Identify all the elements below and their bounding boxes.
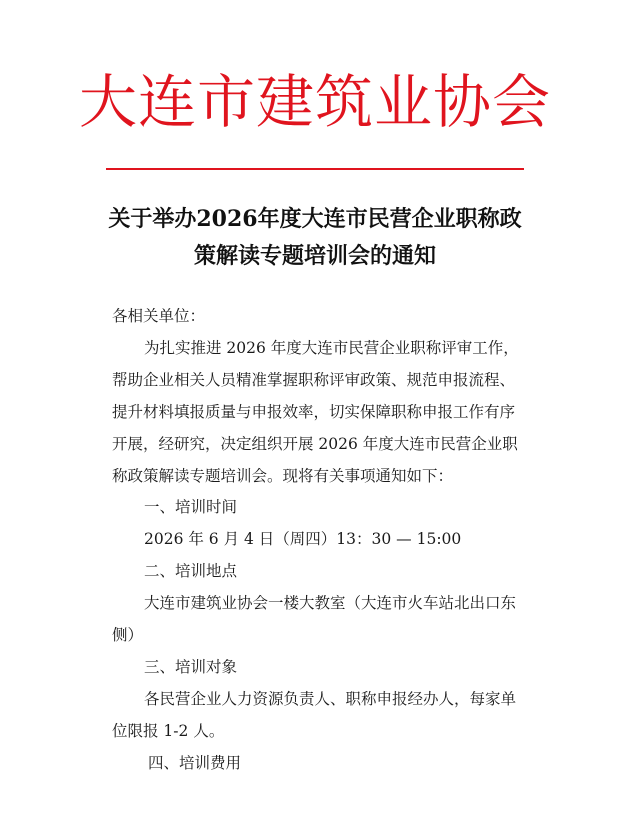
audience-line: 位限报 1-2 人。	[112, 722, 225, 740]
header-divider	[106, 168, 524, 170]
section-heading-fee: 四、培训费用	[148, 754, 242, 772]
location-line: 大连市建筑业协会一楼大教室（大连市火车站北出口东	[144, 594, 517, 612]
training-time-text: 2026 年 6 月 4 日（周四）13：30 — 15:00	[144, 530, 462, 548]
notice-title-line-1: 关于举办2026年度大连市民营企业职称政	[108, 206, 522, 232]
intro-line: 称政策解读专题培训会。现将有关事项通知如下：	[112, 467, 454, 485]
intro-line: 帮助企业相关人员精准掌握职称评审政策、规范申报流程、	[112, 371, 516, 389]
org-header-title: 大连市建筑业协会	[78, 68, 551, 136]
salutation: 各相关单位：	[112, 307, 206, 325]
section-heading-time: 一、培训时间	[144, 498, 238, 516]
audience-line: 各民营企业人力资源负责人、职称申报经办人，每家单	[144, 690, 517, 708]
section-heading-location: 二、培训地点	[144, 562, 238, 580]
notice-title-line-2: 策解读专题培训会的通知	[193, 243, 436, 269]
location-line: 侧）	[112, 626, 144, 644]
section-heading-audience: 三、培训对象	[144, 658, 238, 676]
intro-line: 开展，经研究，决定组织开展 2026 年度大连市民营企业职	[112, 435, 518, 453]
intro-line: 提升材料填报质量与申报效率，切实保障职称申报工作有序	[112, 403, 516, 421]
intro-line: 为扎实推进 2026 年度大连市民营企业职称评审工作，	[144, 339, 519, 357]
